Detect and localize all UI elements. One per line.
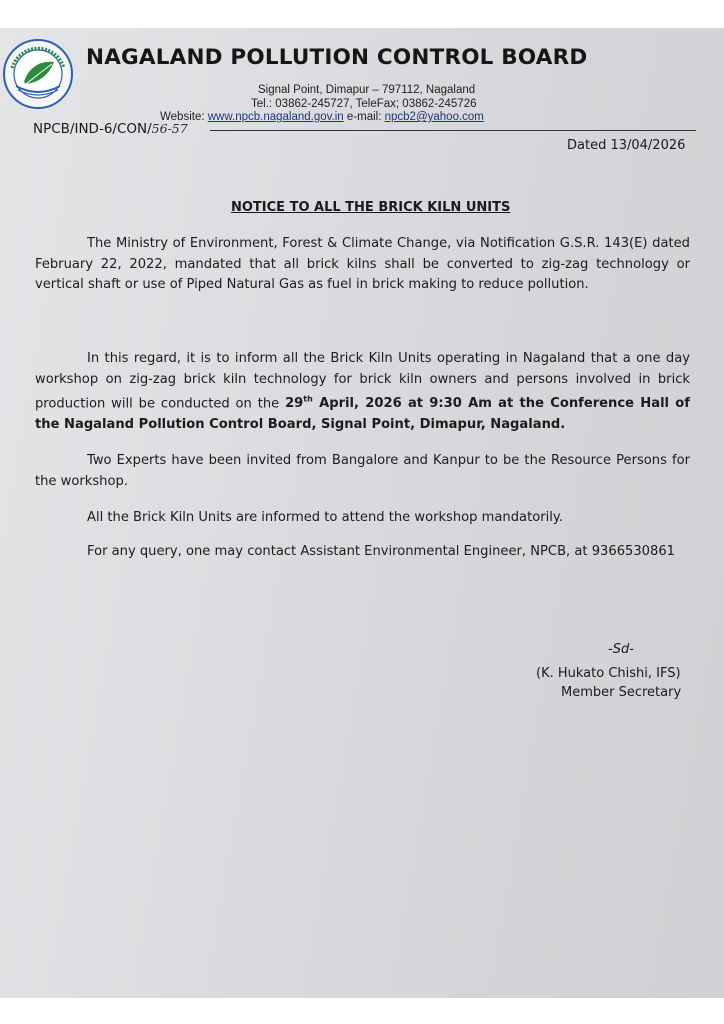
- notice-date: Dated 13/04/2026: [567, 138, 686, 153]
- paragraph-text: Two Experts have been invited from Bangalore and Kanpur to be the Resource Persons for the workshop.: [35, 453, 690, 489]
- paragraph-text: In this regard, it is to inform all the Brick Kiln Units operating in Nagaland that a one day workshop on zig-zag brick kiln technology for brick kiln owners and persons involved in brick production will be conducted on the: [35, 351, 690, 412]
- reference-prefix: NPCB/IND-6/CON/: [33, 121, 152, 137]
- reference-number: [33, 121, 188, 137]
- board-address: Signal Point, Dimapur – 797112, Nagaland: [258, 84, 476, 96]
- handwritten-reference: 56-57: [151, 121, 188, 136]
- email-link[interactable]: npcb2@yahoo.com: [384, 111, 484, 123]
- paragraph-workshop: [35, 349, 690, 435]
- paragraph-contact: [35, 542, 690, 563]
- workshop-details: April, 2026 at 9:30 Am at the Conference Hall of the Nagaland Pollution Control Board, Signal Point, Dimapur, Nagaland.: [35, 396, 690, 432]
- paragraph-attendance: [35, 508, 690, 529]
- board-contact-line: [160, 111, 484, 123]
- website-link[interactable]: www.npcb.nagaland.gov.in: [207, 111, 344, 123]
- signatory-designation: Member Secretary: [561, 685, 682, 700]
- board-name: NAGALAND POLLUTION CONTROL BOARD: [86, 45, 588, 70]
- paragraph-text: For any query, one may contact Assistant Environmental Engineer, NPCB, at 9366530861: [87, 544, 676, 559]
- board-phone: Tel.: 03862-245727, TeleFax; 03862-245726: [251, 98, 477, 110]
- email-label: e-mail:: [346, 111, 382, 123]
- paragraph-experts: [35, 451, 690, 492]
- notice-subject: NOTICE TO ALL THE BRICK KILN UNITS: [231, 200, 511, 215]
- paragraph-text: The Ministry of Environment, Forest & Climate Change, via Notification G.S.R. 143(E) dated February 22, 2022, mandated that all brick kilns shall be converted to zig-zag technology or vertical shaft or use of Piped Natural Gas as fuel in brick making to reduce pollution.: [35, 236, 690, 292]
- header-divider: [210, 130, 696, 131]
- npcb-logo-icon: [2, 38, 74, 110]
- notice-page: [0, 28, 724, 998]
- paragraph-notification: [35, 234, 690, 296]
- signed-mark: -Sd-: [608, 642, 634, 657]
- signatory-name: (K. Hukato Chishi, IFS): [536, 666, 681, 681]
- website-label: Website:: [160, 111, 205, 123]
- workshop-date-suffix: th: [303, 395, 313, 404]
- workshop-date-day: 29: [285, 396, 304, 412]
- paragraph-text: All the Brick Kiln Units are informed to attend the workshop mandatorily.: [87, 510, 563, 525]
